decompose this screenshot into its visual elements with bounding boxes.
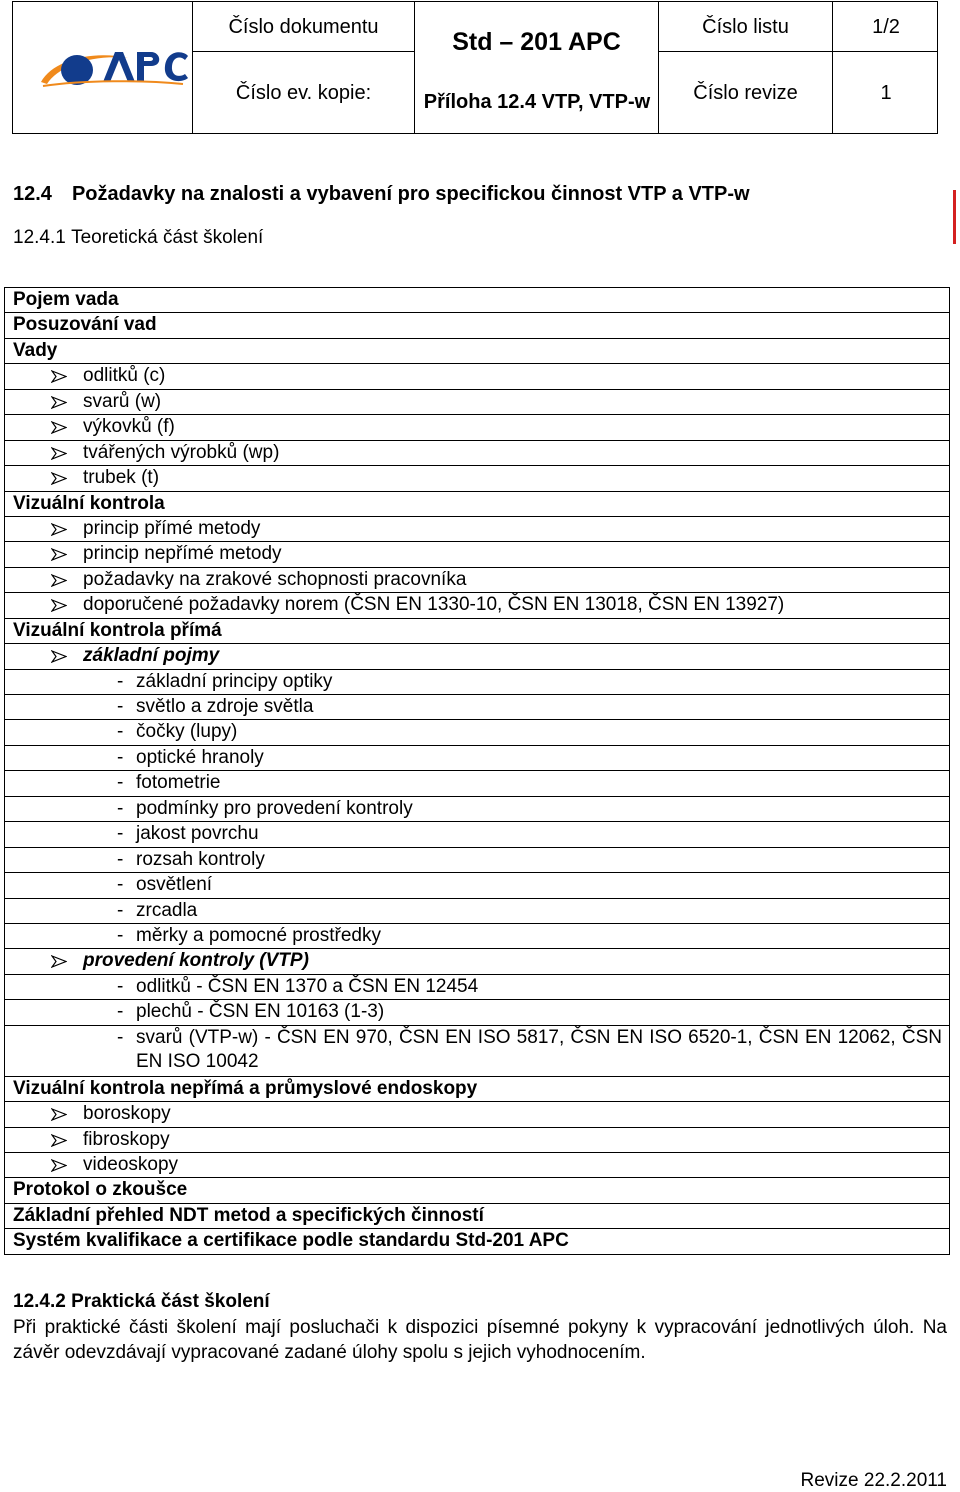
syllabus-row (5, 670, 949, 695)
syllabus-row (5, 313, 949, 338)
syllabus-item-text: čočky (lupy) (136, 721, 238, 743)
syllabus-item-text: tvářených výrobků (wp) (83, 441, 280, 463)
subsection-title: Praktická část školení (71, 1291, 270, 1312)
arrow-bullet-icon (51, 472, 67, 485)
syllabus-item-text: svarů (VTP-w) - ČSN EN 970, ČSN EN ISO 5817, ČSN EN ISO 6520-1, ČSN EN 12062, ČSN EN ISO 10042 (136, 1026, 942, 1072)
syllabus-item-text: Vizuální kontrola (13, 492, 165, 514)
syllabus-row (5, 1000, 949, 1025)
revision-marker (953, 190, 956, 244)
syllabus-item-text: výkovků (f) (83, 416, 175, 438)
syllabus-item-text: svarů (w) (83, 390, 162, 412)
sheet-value: 1/2 (872, 15, 900, 38)
syllabus-item-text: základní pojmy (83, 645, 220, 667)
syllabus-item-text: princip přímé metody (83, 517, 261, 539)
annex-value: Příloha 12.4 VTP, VTP-w (423, 91, 651, 113)
section-title: Požadavky na znalosti a vybavení pro specifickou činnost VTP a VTP-w (71, 183, 750, 205)
arrow-bullet-icon (51, 599, 67, 612)
syllabus-row (5, 822, 949, 847)
doc-number-label: Číslo dokumentu (228, 15, 379, 38)
arrow-bullet-icon (51, 548, 67, 561)
syllabus-item-text: podmínky pro provedení kontroly (136, 797, 413, 819)
syllabus-row (5, 746, 949, 771)
revision-footer: Revize 22.2.2011 (800, 1470, 947, 1491)
dash-bullet: - (117, 899, 124, 921)
dash-bullet: - (117, 848, 124, 870)
subsection-number: 12.4.1 (13, 227, 66, 248)
syllabus-item-text: rozsah kontroly (136, 848, 265, 870)
dash-bullet: - (117, 746, 124, 768)
dash-bullet: - (117, 721, 124, 743)
syllabus-row (5, 619, 949, 644)
document-header (12, 1, 938, 134)
syllabus-row (5, 1153, 949, 1178)
arrow-bullet-icon (51, 574, 67, 587)
syllabus-row (5, 390, 949, 415)
syllabus-row (5, 1077, 949, 1102)
syllabus-row (5, 975, 949, 1000)
syllabus-item-text: Vizuální kontrola přímá (13, 619, 222, 641)
syllabus-item-text: Vady (13, 339, 58, 361)
subsection-title: Teoretická část školení (71, 227, 264, 248)
syllabus-row (5, 339, 949, 364)
arrow-bullet-icon (51, 421, 67, 434)
syllabus-row (5, 1204, 949, 1229)
revision-label: Číslo revize (693, 82, 798, 104)
section-heading (13, 183, 750, 206)
syllabus-item-text: Základní přehled NDT metod a specifických činností (13, 1204, 484, 1226)
company-logo (33, 40, 193, 100)
syllabus-row (5, 542, 949, 567)
syllabus-item-text: boroskopy (83, 1103, 171, 1125)
syllabus-item-text: Pojem vada (13, 289, 119, 310)
copy-number-label: Číslo ev. kopie: (235, 82, 372, 104)
dash-bullet: - (117, 1001, 124, 1023)
syllabus-item-text: požadavky na zrakové schopnosti pracovníka (83, 568, 467, 590)
practical-paragraph: Při praktické části školení mají posluchači k dispozici písemné pokyny k vypracování jednotlivých úloh. Na závěr odevzdávají vypracované zadané úlohy spolu s jejich vyhodnocením. (13, 1317, 947, 1363)
syllabus-item-text: měrky a pomocné prostředky (136, 924, 381, 946)
syllabus-item-text: světlo a zdroje světla (136, 696, 314, 717)
syllabus-row (5, 949, 949, 974)
syllabus-row (5, 695, 949, 720)
arrow-bullet-icon (51, 523, 67, 536)
syllabus-item-text: doporučené požadavky norem (ČSN EN 1330-10, ČSN EN 13018, ČSN EN 13927) (83, 594, 785, 616)
syllabus-row (5, 593, 949, 618)
syllabus-row (5, 720, 949, 745)
syllabus-item-text: princip nepřímé metody (83, 543, 282, 565)
syllabus-item-text: zrcadla (136, 899, 198, 921)
syllabus-row (5, 924, 949, 949)
dash-bullet: - (117, 874, 124, 896)
dash-bullet: - (117, 772, 124, 794)
syllabus-row (5, 1026, 949, 1077)
syllabus-item-text: plechů - ČSN EN 10163 (1-3) (136, 1001, 385, 1023)
syllabus-item-text: provedení kontroly (VTP) (83, 950, 309, 972)
dash-bullet: - (117, 1026, 124, 1048)
syllabus-row (5, 364, 949, 389)
arrow-bullet-icon (51, 1134, 67, 1147)
syllabus-row (5, 873, 949, 898)
revision-value: 1 (880, 82, 892, 104)
syllabus-row (5, 415, 949, 440)
syllabus-item-text: optické hranoly (136, 746, 264, 768)
syllabus-row (5, 568, 949, 593)
syllabus-item-text: fibroskopy (83, 1128, 170, 1150)
arrow-bullet-icon (51, 370, 67, 383)
arrow-bullet-icon (51, 447, 67, 460)
syllabus-item-text: odlitků - ČSN EN 1370 a ČSN EN 12454 (136, 975, 479, 997)
syllabus-row (5, 441, 949, 466)
arrow-bullet-icon (51, 650, 67, 663)
syllabus-table (4, 287, 950, 1255)
doc-number-value: Std – 201 APC (452, 27, 621, 56)
syllabus-row (5, 899, 949, 924)
dash-bullet: - (117, 924, 124, 946)
syllabus-item-text: jakost povrchu (136, 823, 259, 845)
subsection-number: 12.4.2 (13, 1291, 66, 1312)
syllabus-item-text: základní principy optiky (136, 670, 333, 692)
arrow-bullet-icon (51, 955, 67, 968)
syllabus-item-text: fotometrie (136, 772, 221, 794)
subsection-heading-1 (13, 227, 263, 249)
syllabus-item-text: videoskopy (83, 1154, 179, 1175)
arrow-bullet-icon (51, 1159, 67, 1172)
dash-bullet: - (117, 823, 124, 845)
arrow-bullet-icon (51, 396, 67, 409)
syllabus-row (5, 1128, 949, 1153)
section-number: 12.4 (13, 183, 52, 205)
syllabus-row (5, 466, 949, 491)
syllabus-row (5, 492, 949, 517)
syllabus-row (5, 288, 949, 313)
syllabus-item-text: Posuzování vad (13, 314, 157, 336)
subsection-heading-2 (13, 1291, 270, 1313)
syllabus-row (5, 848, 949, 873)
syllabus-row (5, 517, 949, 542)
syllabus-row (5, 797, 949, 822)
dash-bullet: - (117, 975, 124, 997)
sheet-label: Číslo listu (702, 15, 789, 38)
syllabus-row (5, 1102, 949, 1127)
syllabus-row (5, 771, 949, 796)
dash-bullet: - (117, 696, 124, 717)
dash-bullet: - (117, 797, 124, 819)
syllabus-item-text: Protokol o zkoušce (13, 1179, 188, 1201)
dash-bullet: - (117, 670, 124, 692)
syllabus-item-text: osvětlení (136, 874, 213, 896)
syllabus-row (5, 1229, 949, 1254)
syllabus-row (5, 644, 949, 669)
syllabus-item-text: odlitků (c) (83, 365, 166, 387)
syllabus-item-text: Vizuální kontrola nepřímá a průmyslové endoskopy (13, 1077, 478, 1099)
syllabus-item-text: trubek (t) (83, 467, 160, 489)
syllabus-item-text: Systém kvalifikace a certifikace podle standardu Std-201 APC (13, 1230, 569, 1252)
syllabus-row (5, 1178, 949, 1203)
arrow-bullet-icon (51, 1108, 67, 1121)
